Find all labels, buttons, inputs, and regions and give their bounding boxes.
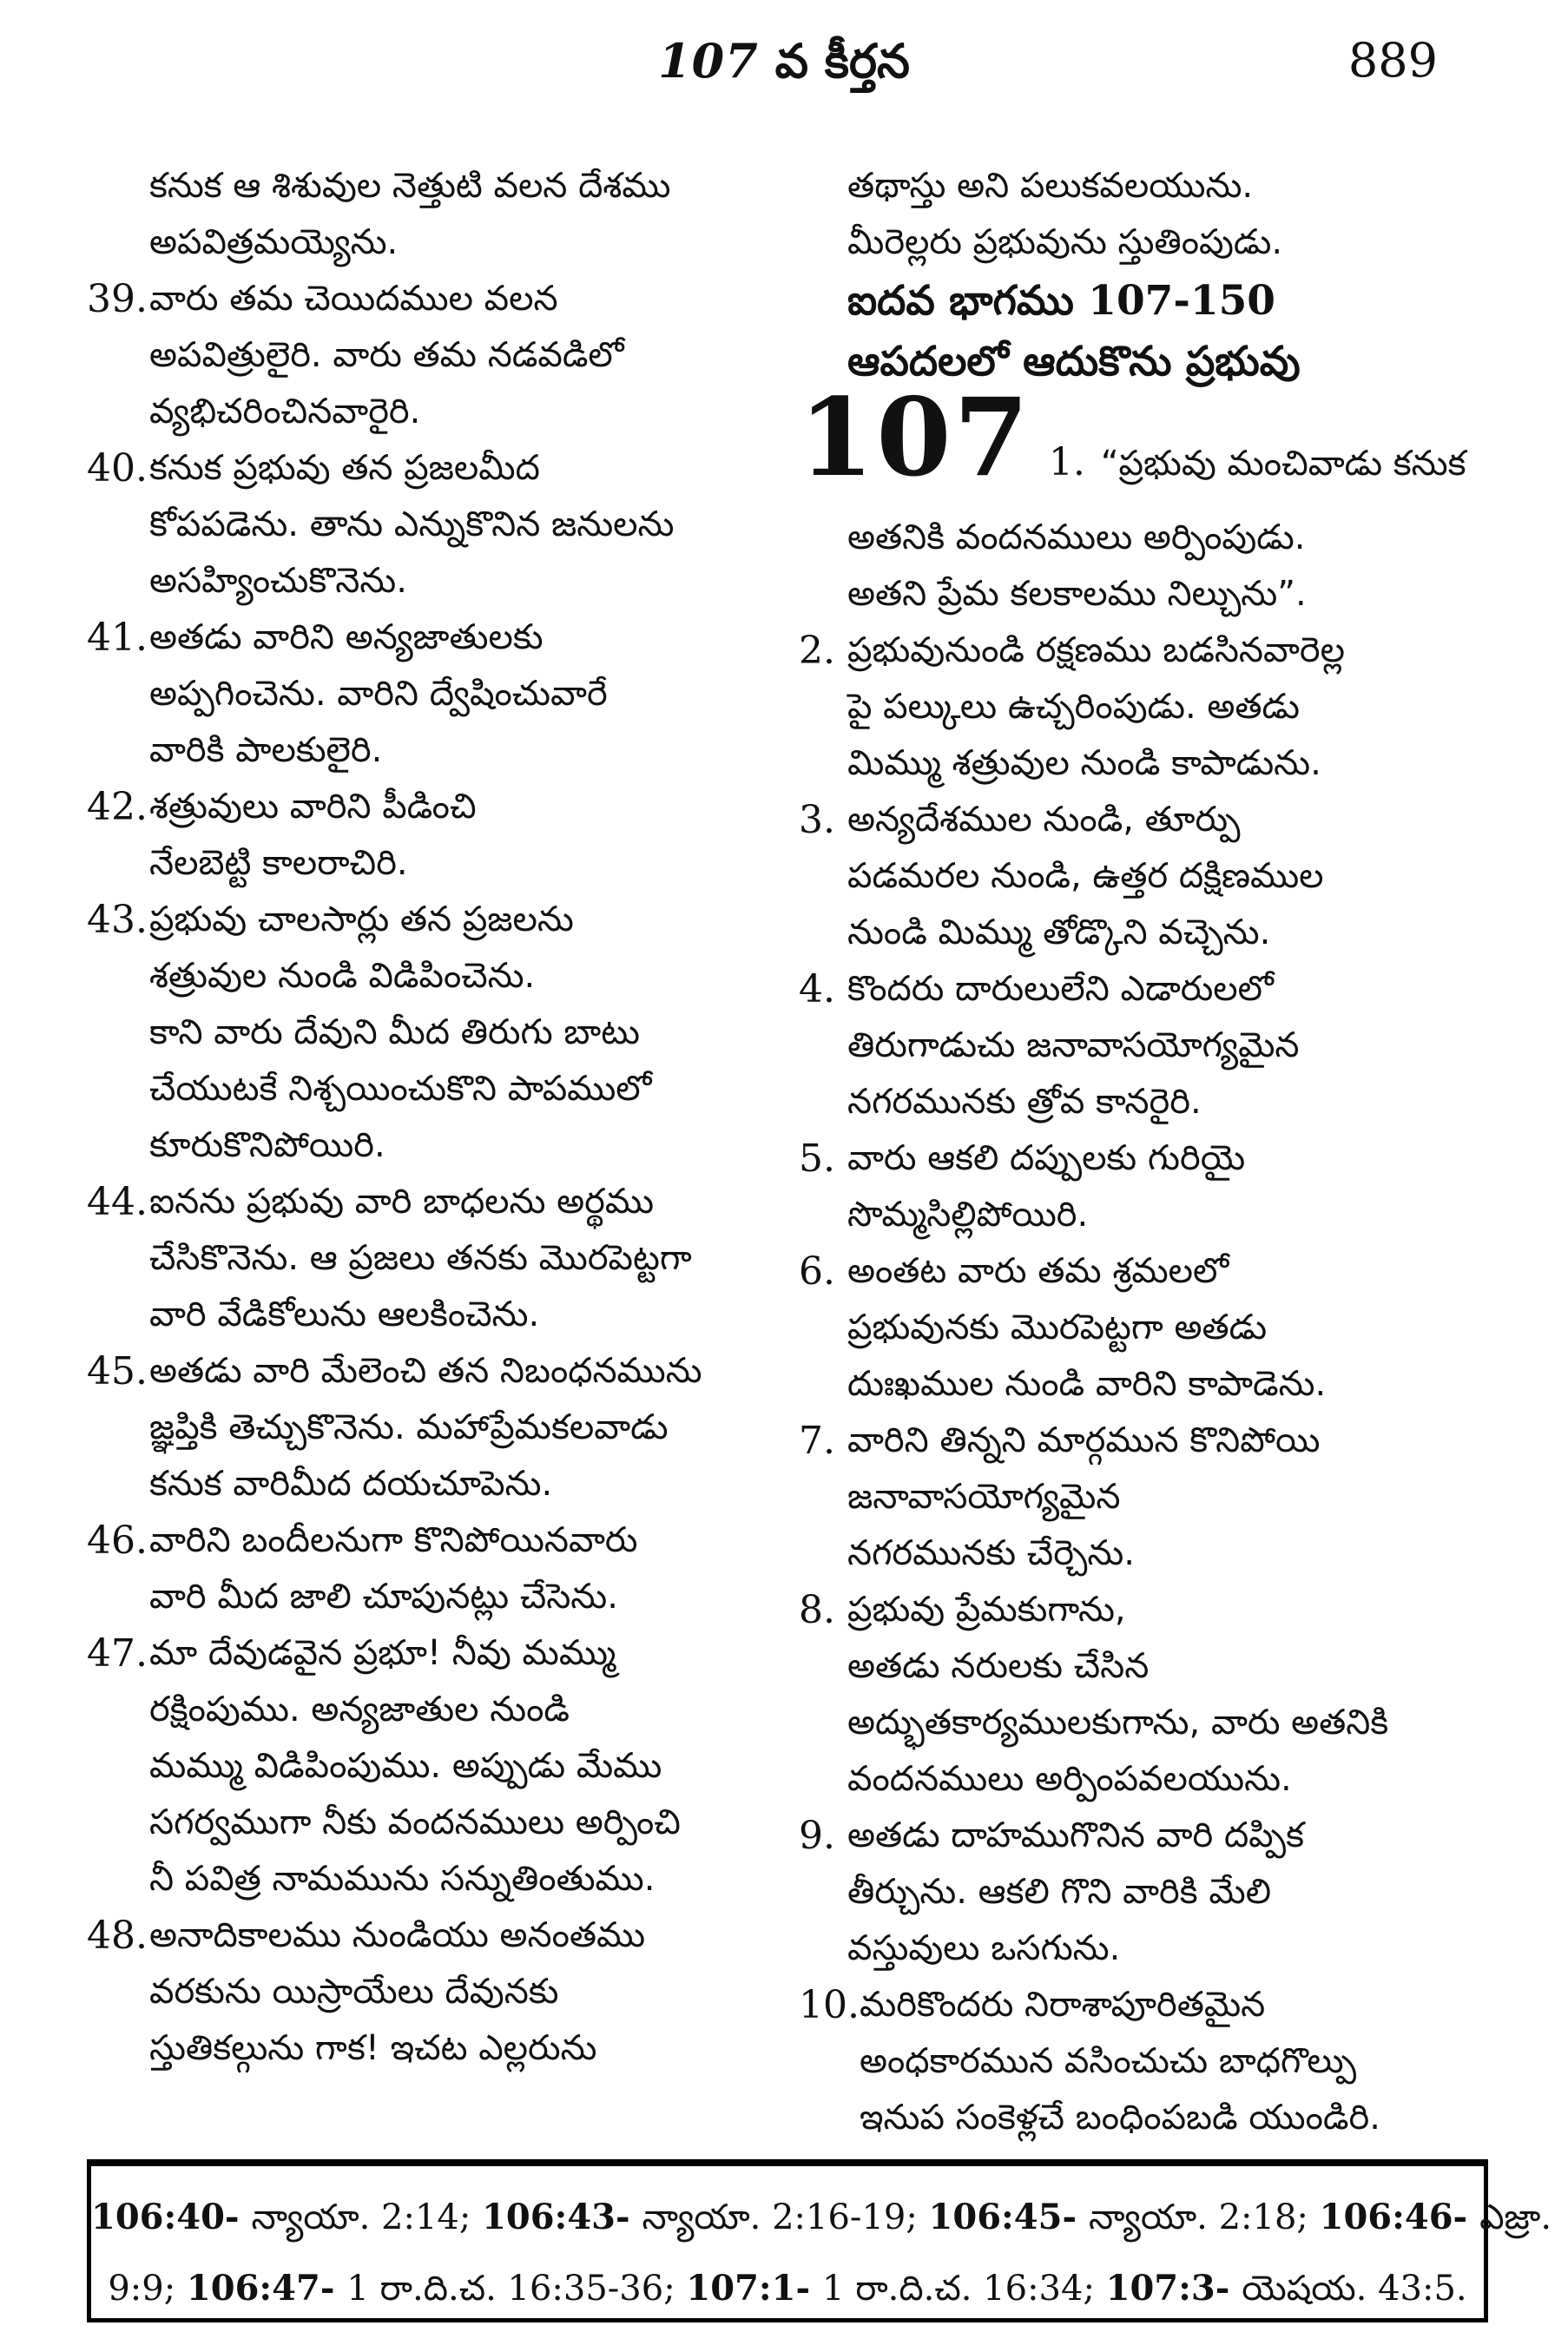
footnote-text: న్యాయా. 2:14; [251, 2197, 483, 2237]
verse-line: కనుక ఆ శిశువుల నెత్తుటి వలన దేశము [149, 166, 671, 206]
verse-line: అపవిత్రమయ్యెను. [149, 222, 399, 262]
verse-line: మిమ్ము శత్రువుల నుండి కాపాడును. [847, 743, 1321, 783]
chapter-start-verse [799, 375, 1518, 623]
footnote-text: 9:9; [108, 2269, 187, 2309]
footnote-text: ఎజ్రా. [1479, 2197, 1552, 2237]
verse-line: అతడు వారి మేలెంచి తన నిబంధనమును [149, 1351, 702, 1391]
left-column [87, 158, 762, 2146]
verse-number: 44. [87, 1180, 148, 1224]
verse-line: స్తుతికల్గును గాక! ఇచట ఎల్లరును [149, 2028, 597, 2068]
verse-line: వందనములు అర్పింపవలయును. [847, 1759, 1292, 1799]
verse [87, 1907, 762, 2077]
footnote-reference: 106:43- [482, 2197, 642, 2237]
verse-line: కూరుకొనిపోయిరి. [149, 1125, 385, 1165]
verse-line: జ్ఞప్తికి తెచ్చుకొనెను. మహాప్రేమకలవాడు [149, 1407, 669, 1447]
verse-line: తిరుగాడుచు జనావాసయోగ్యమైన [847, 1025, 1300, 1065]
verse-number: 41. [87, 616, 148, 660]
verse [87, 609, 762, 779]
verse-line: వారు ఆకలి దప్పులకు గురియై [847, 1138, 1246, 1178]
verse-line: వారి మీద జాలి చూపునట్లు చేసెను. [149, 1577, 618, 1617]
verse-line: శత్రువుల నుండి విడిపించెను. [149, 956, 536, 996]
verse-line: “ప్రభువు మంచివాడు కనుక [1100, 444, 1466, 484]
verse-line: కనుక ప్రభువు తన ప్రజలమీద [149, 448, 540, 488]
verse-line: నగరమునకు చేర్చెను. [847, 1533, 1135, 1573]
footnote-reference: 106:46- [1319, 2197, 1480, 2237]
verse-number: 2. [799, 629, 835, 673]
verse [87, 1343, 762, 1512]
verse-line: కాని వారు దేవుని మీద తిరుగు బాటు [149, 1012, 640, 1052]
verse-line: జనావాసయోగ్యమైన [847, 1477, 1121, 1517]
page-number: 889 [1347, 33, 1438, 88]
verse-line: ఇనుప సంకెళ్లచే బంధింపబడి యుండిరి. [859, 2098, 1380, 2138]
footnote-reference: 107:3- [1105, 2268, 1242, 2309]
verse [87, 1512, 762, 1625]
footnote-text: 1 రా.ది.చ. 16:35-36; [346, 2269, 687, 2309]
verse-number: 7. [799, 1419, 835, 1463]
verse-number: 43. [87, 898, 148, 942]
footnote-reference: 106:47- [186, 2268, 347, 2309]
verse-line: ప్రభువునకు మొరపెట్టగా అతడు [847, 1308, 1268, 1347]
verse [799, 792, 1518, 961]
verse-line: కనుక వారిమీద దయచూపెను. [149, 1464, 553, 1504]
footnotes-box [87, 2159, 1552, 2322]
verse-line: దుఃఖముల నుండి వారిని కాపాడెను. [847, 1364, 1327, 1404]
footnote-text: న్యాయా. 2:16-19; [642, 2197, 929, 2237]
verse-number: 10. [799, 1983, 860, 2027]
verse [799, 1243, 1518, 1413]
verse-line: సగర్వముగా నీకు వందనములు అర్పించి [149, 1802, 681, 1842]
verse-line: అతనికి వందనములు అర్పింపుడు. [847, 517, 1306, 557]
footnote-reference: 107:1- [686, 2268, 823, 2309]
verse-line: అతని ప్రేమ కలకాలము నిల్చును”. [847, 574, 1307, 614]
verse-number [87, 158, 149, 271]
verse-line: అపవిత్రులైరి. వారు తమ నడవడిలో [149, 335, 624, 375]
verse-line: ఐనను ప్రభువు వారి బాధలను అర్థము [149, 1182, 655, 1222]
verse-line: అంధకారమున వసించుచు బాధగొల్పు [859, 2041, 1357, 2081]
verse-line: ప్రభువు చాలసార్లు తన ప్రజలను [149, 899, 574, 939]
verse-number: 4. [799, 967, 835, 1011]
page-title-suffix: వ కీర్తన [758, 33, 910, 89]
verse-line: అసహ్యించుకొనెను. [149, 561, 407, 601]
verse-number: 40. [87, 446, 148, 491]
verse-line: వ్యభిచరించినవారైరి. [149, 392, 421, 432]
verse [799, 623, 1518, 792]
verse-line: వారికి పాలకులైరి. [149, 730, 383, 770]
verse-line: చేసికొనెను. ఆ ప్రజలు తనకు మొరపెట్టగా [149, 1238, 692, 1278]
intro-line: తథాస్తు అని పలుకవలయును. [847, 166, 1254, 206]
verse-line: అతడు నరులకు చేసిన [847, 1646, 1150, 1686]
verse-number: 5. [799, 1136, 835, 1181]
verse-line: తీర్చును. ఆకలి గొని వారికి మేలి [847, 1872, 1272, 1912]
footnote-text: న్యాయా. 2:18; [1089, 2197, 1320, 2237]
verse-number: 42. [87, 785, 148, 829]
verse-number: 9. [799, 1814, 835, 1858]
verse-line: నేలబెట్టి కాలరాచిరి. [149, 843, 408, 883]
footnote-line [91, 2253, 1484, 2324]
verse-line: మరికొందరు నిరాశాపూరితమైన [859, 1985, 1266, 2025]
verse-line: అతడు దాహముగొనిన వారి దప్పిక [847, 1815, 1304, 1855]
intro-line: మీరెల్లరు ప్రభువును స్తుతింపుడు. [847, 222, 1283, 262]
verse [87, 892, 762, 1174]
right-column [799, 158, 1518, 2146]
verse [799, 1582, 1518, 1808]
verse-line: వారు తమ చెయిదముల వలన [149, 279, 558, 319]
verse-number: 8. [799, 1588, 835, 1632]
verse-number: 1. [1048, 440, 1085, 484]
verse-line: చేయుటకే నిశ్చయించుకొని పాపములో [149, 1069, 652, 1109]
verse-line: అన్యదేశముల నుండి, తూర్పు [847, 800, 1241, 840]
verse [799, 1977, 1518, 2146]
footnote-text: 1 రా.ది.చ. 16:34; [822, 2269, 1106, 2309]
verse-line: ప్రభువునుండి రక్షణము బడసినవారెల్ల [847, 630, 1345, 670]
verse-line: రక్షింపుము. అన్యజాతుల నుండి [149, 1690, 570, 1729]
verse [87, 1174, 762, 1343]
verse-line: మా దేవుడవైన ప్రభూ! నీవు మమ్ము [149, 1633, 616, 1673]
verse-line: అంతట వారు తమ శ్రమలలో [847, 1251, 1229, 1291]
intro-block [799, 158, 1518, 271]
verse-number: 6. [799, 1249, 835, 1294]
verse-line: శత్రువులు వారిని పీడించి [149, 787, 477, 827]
verse-line: కోపపడెను. తాను ఎన్నుకొనిన జనులను [149, 504, 675, 544]
verse-number: 39. [87, 277, 148, 321]
verse [799, 1130, 1518, 1243]
verse [799, 961, 1518, 1130]
verse-line: పై పల్కులు ఉచ్చరింపుడు. అతడు [847, 687, 1300, 727]
text-columns [87, 158, 1518, 2146]
verse-number: 47. [87, 1631, 148, 1676]
verse [87, 779, 762, 892]
verse-line: కొందరు దారులులేని ఎడారులలో [847, 969, 1274, 1009]
verse-line: అతడు వారిని అన్యజాతులకు [149, 617, 544, 657]
chapter-start-line [799, 375, 1518, 510]
footnote-line [91, 2182, 1552, 2253]
verse-line: వస్తువులు ఒసగును. [847, 1928, 1121, 1968]
verse-line: వారిని తిన్నని మార్గమున కొనిపోయి [847, 1420, 1321, 1460]
footnote-text: యెషయ. 43:5. [1242, 2269, 1467, 2309]
left-column-verses [87, 158, 762, 2077]
footnote-reference: 106:40- [91, 2197, 252, 2237]
page-header [0, 26, 1568, 104]
verse-number: 45. [87, 1349, 148, 1393]
verse-line: వరకును యిస్రాయేలు దేవునకు [149, 1972, 559, 2012]
footnotes-lines [91, 2182, 1552, 2324]
verse [799, 1808, 1518, 1977]
verse-line: అప్పగించెను. వారిని ద్వేషించువారే [149, 674, 608, 714]
verse-line: వారిని బందీలనుగా కొనిపోయినవారు [149, 1520, 638, 1560]
footnote-reference: 106:45- [928, 2197, 1089, 2237]
verse-line: నగరమునకు త్రోవ కానరైరి. [847, 1082, 1202, 1122]
right-column-verses [799, 623, 1518, 2146]
verse-line: నుండి మిమ్ము తోడ్కొని వచ్చెను. [847, 912, 1271, 952]
verse [87, 271, 762, 440]
verse-number: 48. [87, 1914, 148, 1958]
page-title-chapter-number: 107 [658, 33, 759, 89]
chapter-drop-number: 107 [799, 375, 1031, 501]
verse-line: అనాదికాలము నుండియు అనంతము [149, 1915, 646, 1955]
verse-number: 46. [87, 1519, 148, 1563]
verse-number: 3. [799, 798, 835, 842]
verse [799, 1413, 1518, 1582]
page-title [0, 26, 1568, 96]
verse-line: నీ పవిత్ర నామమును సన్నుతింతుము. [149, 1859, 656, 1899]
verse-line: వారి వేడికోలును ఆలకించెను. [149, 1295, 540, 1334]
verse-line: అద్భుతకార్యములకుగాను, వారు అతనికి [847, 1703, 1389, 1743]
verse [87, 440, 762, 609]
section-heading-subtitle: ఆపదలలో ఆదుకొను ప్రభువు [847, 338, 1301, 385]
verse-line: పడమరల నుండి, ఉత్తర దక్షిణముల [847, 856, 1324, 896]
verse-line: ప్రభువు ప్రేమకుగాను, [847, 1590, 1126, 1630]
section-heading-part-range: ఐదవ భాగము 107-150 [847, 277, 1275, 325]
verse-line: మమ్ము విడిపింపుము. అప్పుడు మేము [149, 1746, 662, 1786]
verse [87, 158, 762, 271]
verse [87, 1625, 762, 1907]
verse-line: సొమ్మసిల్లిపోయిరి. [847, 1195, 1089, 1235]
